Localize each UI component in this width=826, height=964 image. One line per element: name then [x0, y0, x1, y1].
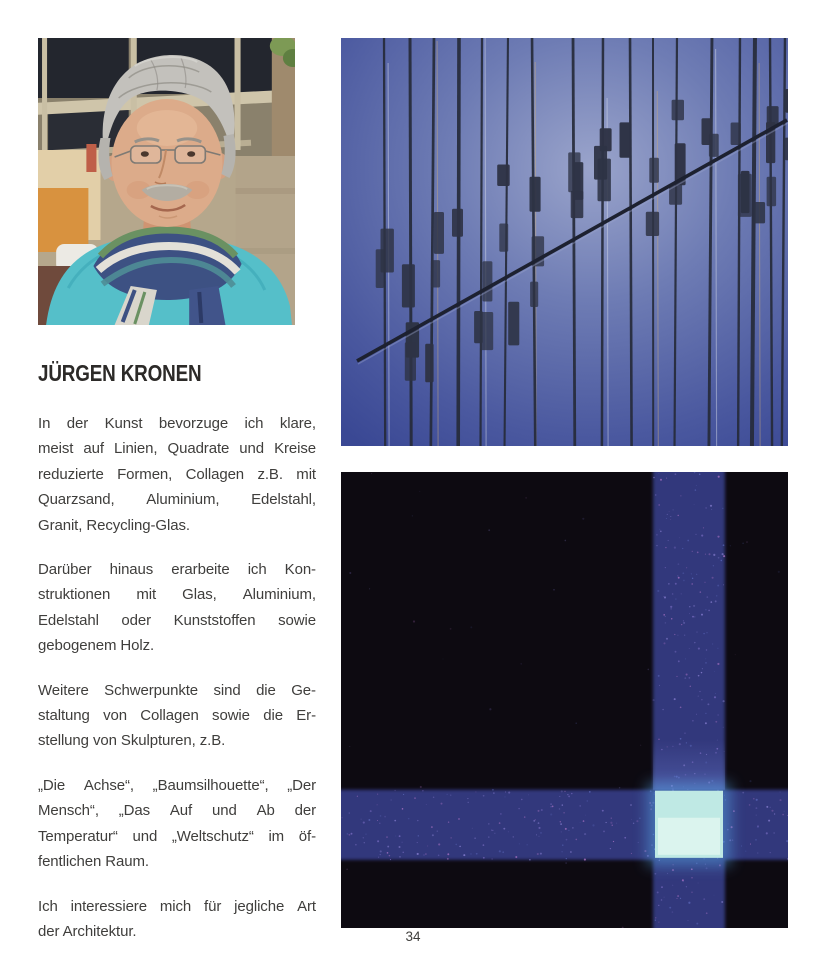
artwork-top-svg	[341, 38, 788, 446]
bio-word: Auf	[169, 802, 193, 820]
bio-word: sind	[213, 681, 241, 699]
bio-word: staltung	[38, 707, 90, 725]
bio-word: mich	[159, 897, 192, 915]
bio-word: „Baumsilhouette“,	[152, 776, 269, 794]
bio-word: Kon-	[284, 561, 316, 579]
bio-line	[38, 703, 316, 728]
bio-word: der	[66, 415, 89, 432]
bio-word: mit	[296, 465, 316, 483]
bio-word: im	[268, 827, 285, 845]
bio-line	[38, 798, 316, 823]
bio-word: klare,	[279, 415, 316, 432]
bio-line-text: der Architektur.	[38, 922, 137, 940]
bio-word: und	[132, 827, 158, 845]
bio-line	[38, 487, 316, 512]
bio-word: Kunststoffen	[173, 611, 256, 629]
bio-text	[38, 411, 316, 944]
bio-paragraph	[38, 678, 316, 754]
bio-word: ich	[247, 561, 267, 579]
bio-word: interessiere	[70, 897, 147, 915]
bio-word: erarbeite	[171, 561, 230, 579]
bio-line	[38, 411, 316, 436]
bio-line	[38, 513, 316, 538]
bio-word: Glas,	[182, 586, 217, 604]
bio-line-text: Granit, Recycling-Glas.	[38, 516, 190, 534]
bio-word: „Die	[38, 776, 66, 794]
bio-word: Mensch“,	[38, 802, 99, 820]
bio-word: Art	[297, 897, 316, 915]
bio-word: Kreise	[274, 440, 316, 458]
bio-word: Ge-	[291, 681, 316, 699]
bio-word: Darüber	[38, 561, 92, 579]
bio-line	[38, 678, 316, 703]
bio-line	[38, 462, 316, 487]
bio-word: Achse“,	[83, 776, 134, 794]
bio-word: struktionen	[38, 586, 111, 604]
bio-word: ich	[244, 415, 264, 432]
bio-word: Collagen	[185, 465, 245, 483]
bio-word: „Der	[287, 776, 316, 794]
bio-word: Formen,	[117, 465, 173, 483]
bio-word: bevorzuge	[158, 415, 229, 432]
artwork-bottom-image	[341, 472, 788, 928]
bio-word: In	[38, 415, 51, 432]
bio-word: Edelstahl,	[251, 491, 316, 509]
bio-word: jegliche	[234, 897, 285, 915]
bio-word: mit	[136, 586, 157, 604]
bio-line	[38, 582, 316, 607]
bio-line	[38, 894, 316, 919]
bio-word: Quarzsand,	[38, 491, 115, 509]
artwork-bottom-svg	[341, 472, 788, 928]
bio-line	[38, 436, 316, 461]
bio-word: öf-	[298, 827, 316, 845]
bio-word: Er-	[296, 707, 316, 725]
bio-line-text: gebogenem Holz.	[38, 637, 155, 655]
portrait-photo	[38, 38, 295, 325]
bio-word: Ab	[256, 802, 275, 820]
bio-line	[38, 633, 316, 658]
bio-paragraph	[38, 557, 316, 659]
bio-word: reduzierte	[38, 465, 104, 483]
bio-word: Edelstahl	[38, 611, 99, 629]
bio-word: von	[103, 707, 127, 725]
bio-line	[38, 557, 316, 582]
bio-paragraph	[38, 773, 316, 875]
bio-line	[38, 849, 316, 874]
bio-word: der	[294, 802, 316, 820]
bio-line	[38, 824, 316, 849]
bio-line-text: fentlichen Raum.	[38, 853, 149, 871]
bio-word: z.B.	[257, 465, 283, 483]
bio-word: für	[204, 897, 222, 915]
bio-line	[38, 728, 316, 753]
bio-word: auf	[83, 440, 104, 458]
page-number: 34	[405, 929, 421, 944]
bio-word: Kunst	[104, 415, 143, 432]
bio-word: und	[239, 440, 265, 458]
bio-word: Temperatur“	[38, 827, 118, 845]
bio-word: die	[263, 707, 283, 725]
bio-word: hinaus	[109, 561, 154, 579]
artist-name: JÜRGEN KRONEN	[38, 360, 202, 386]
bio-word: „Weltschutz“	[171, 827, 254, 845]
bio-word: Ich	[38, 897, 58, 915]
left-column	[38, 38, 316, 963]
bio-line	[38, 773, 316, 798]
bio-word: Aluminium,	[146, 491, 220, 509]
bio-word: Collagen	[140, 707, 199, 725]
bio-word: Aluminium,	[242, 586, 316, 604]
bio-word: oder	[121, 611, 152, 629]
portrait-photo-svg	[38, 38, 295, 325]
bio-line-text: stellung von Skulpturen, z.B.	[38, 732, 226, 750]
bio-line	[38, 608, 316, 633]
artwork-top-image	[341, 38, 788, 446]
bio-word: Schwerpunkte	[104, 681, 199, 699]
bio-paragraph	[38, 411, 316, 538]
bio-word: Quadrate	[167, 440, 230, 458]
bio-word: die	[256, 681, 276, 699]
bio-word: sowie	[278, 611, 316, 629]
bio-word: Linien,	[113, 440, 158, 458]
bio-word: und	[211, 802, 237, 820]
right-column	[341, 38, 788, 928]
bio-word: „Das	[118, 802, 151, 820]
bio-word: Weitere	[38, 681, 89, 699]
bio-word: meist	[38, 440, 74, 458]
bio-word: sowie	[212, 707, 250, 725]
